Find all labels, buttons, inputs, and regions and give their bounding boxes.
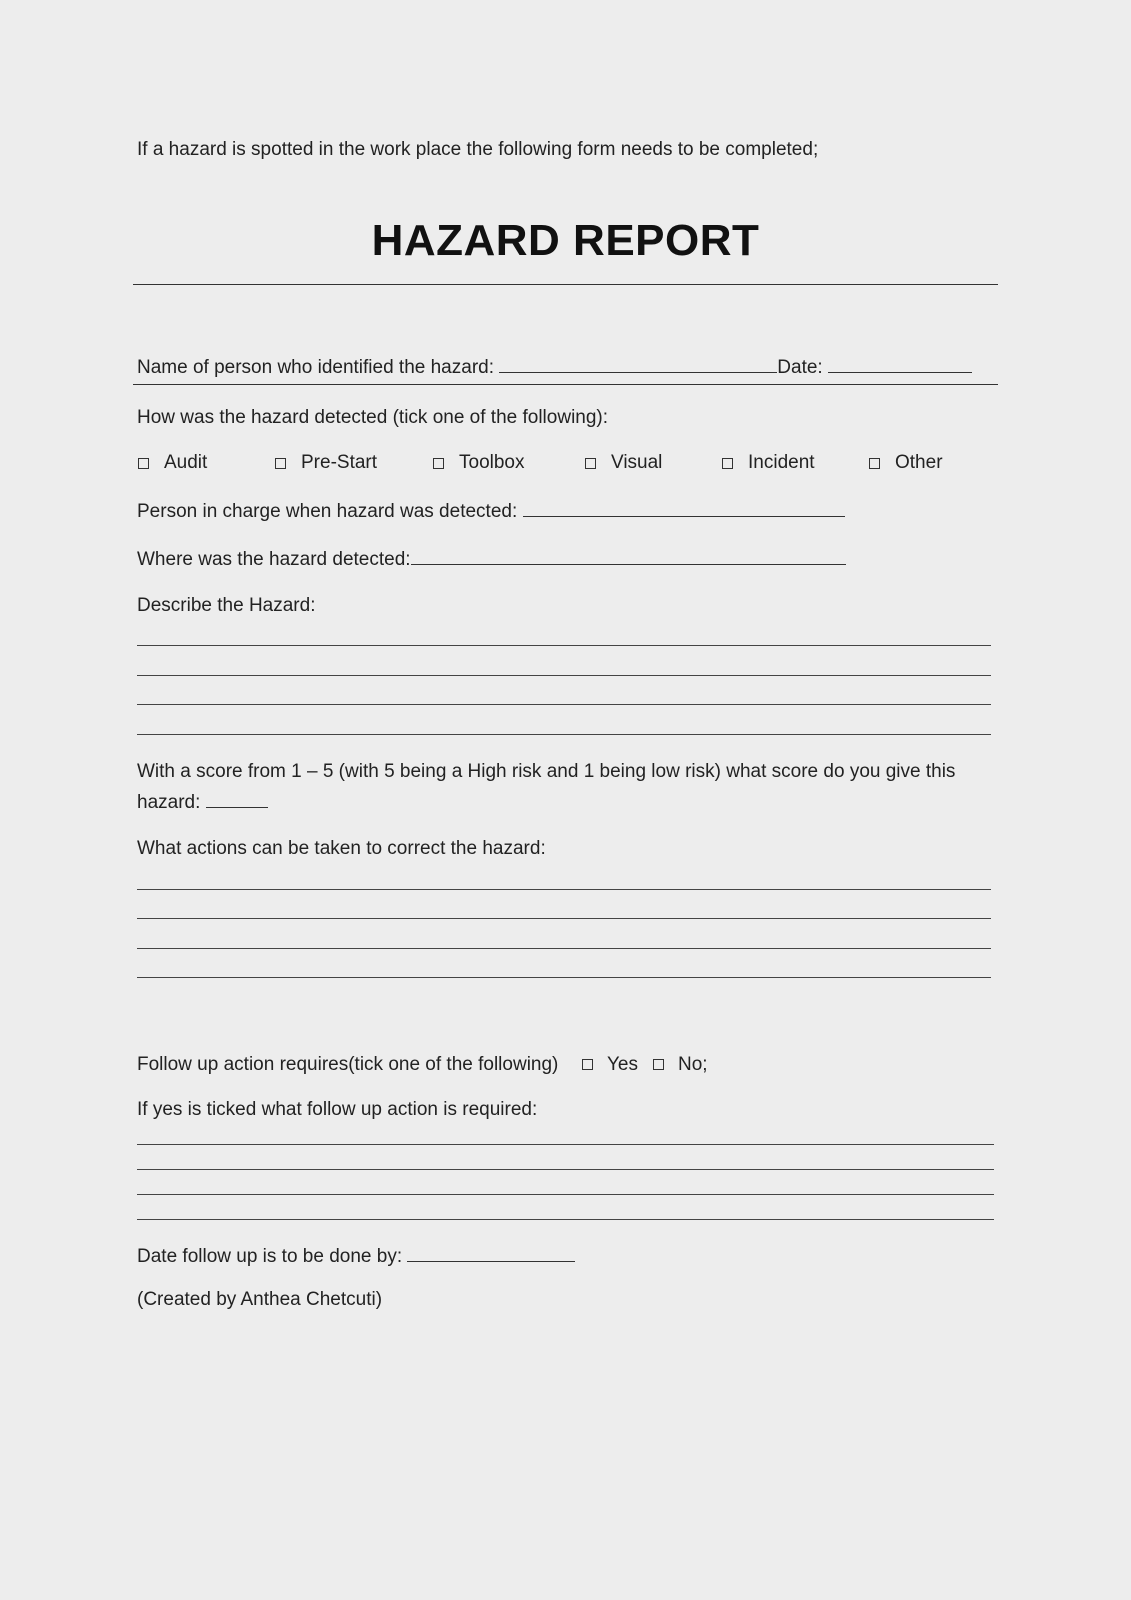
identified-by-row — [137, 354, 972, 380]
checkbox-yes[interactable] — [582, 1059, 593, 1070]
intro-text: If a hazard is spotted in the work place the following form needs to be completed; — [137, 139, 819, 160]
identified-by-label: Name of person who identified the hazard: — [137, 357, 494, 378]
checkbox-audit[interactable] — [138, 458, 149, 469]
describe-line[interactable] — [137, 675, 991, 676]
describe-line[interactable] — [137, 734, 991, 735]
where-detected-field[interactable] — [411, 546, 846, 565]
checkbox-pre-start[interactable] — [275, 458, 286, 469]
follow-up-line[interactable] — [137, 1194, 994, 1195]
actions-line[interactable] — [137, 948, 991, 949]
person-in-charge-row — [137, 498, 845, 524]
follow-up-date-row — [137, 1243, 575, 1269]
follow-up-label: Follow up action requires(tick one of the following) — [137, 1054, 559, 1075]
identified-by-field[interactable] — [499, 354, 777, 373]
option-audit-label: Audit — [164, 452, 208, 473]
checkbox-toolbox[interactable] — [433, 458, 444, 469]
credit-text: (Created by Anthea Chetcuti) — [137, 1289, 383, 1310]
describe-line[interactable] — [137, 645, 991, 646]
checkbox-no[interactable] — [653, 1059, 664, 1070]
follow-up-line[interactable] — [137, 1144, 994, 1145]
actions-label: What actions can be taken to correct the hazard: — [137, 838, 546, 859]
follow-up-required-label: If yes is ticked what follow up action is required: — [137, 1099, 538, 1120]
actions-line[interactable] — [137, 977, 991, 978]
where-detected-label: Where was the hazard detected: — [137, 549, 411, 570]
describe-line[interactable] — [137, 704, 991, 705]
follow-up-date-label: Date follow up is to be done by: — [137, 1246, 403, 1267]
score-question-line2: hazard: — [137, 792, 201, 813]
follow-up-date-field[interactable] — [407, 1243, 575, 1262]
checkbox-incident[interactable] — [722, 458, 733, 469]
option-incident-label: Incident — [748, 452, 815, 473]
section-divider — [133, 384, 998, 385]
actions-line[interactable] — [137, 918, 991, 919]
option-visual-label: Visual — [611, 452, 663, 473]
follow-up-line[interactable] — [137, 1169, 994, 1170]
actions-line[interactable] — [137, 889, 991, 890]
title-divider — [133, 284, 998, 285]
checkbox-visual[interactable] — [585, 458, 596, 469]
date-field[interactable] — [828, 354, 972, 373]
describe-label: Describe the Hazard: — [137, 595, 316, 616]
follow-up-no-label: No; — [678, 1054, 708, 1075]
score-question-row — [137, 789, 268, 815]
where-detected-row — [137, 546, 846, 572]
date-label: Date: — [777, 357, 823, 378]
follow-up-yes-label: Yes — [607, 1054, 638, 1075]
person-in-charge-label: Person in charge when hazard was detected: — [137, 501, 518, 522]
follow-up-line[interactable] — [137, 1219, 994, 1220]
option-toolbox-label: Toolbox — [459, 452, 525, 473]
score-field[interactable] — [206, 789, 268, 808]
option-pre-start-label: Pre-Start — [301, 452, 378, 473]
detection-question: How was the hazard detected (tick one of the following): — [137, 407, 609, 428]
option-other-label: Other — [895, 452, 943, 473]
person-in-charge-field[interactable] — [523, 498, 845, 517]
score-question-line1: With a score from 1 – 5 (with 5 being a High risk and 1 being low risk) what score do you give this — [137, 761, 956, 782]
checkbox-other[interactable] — [869, 458, 880, 469]
page-title: HAZARD REPORT — [371, 216, 760, 265]
